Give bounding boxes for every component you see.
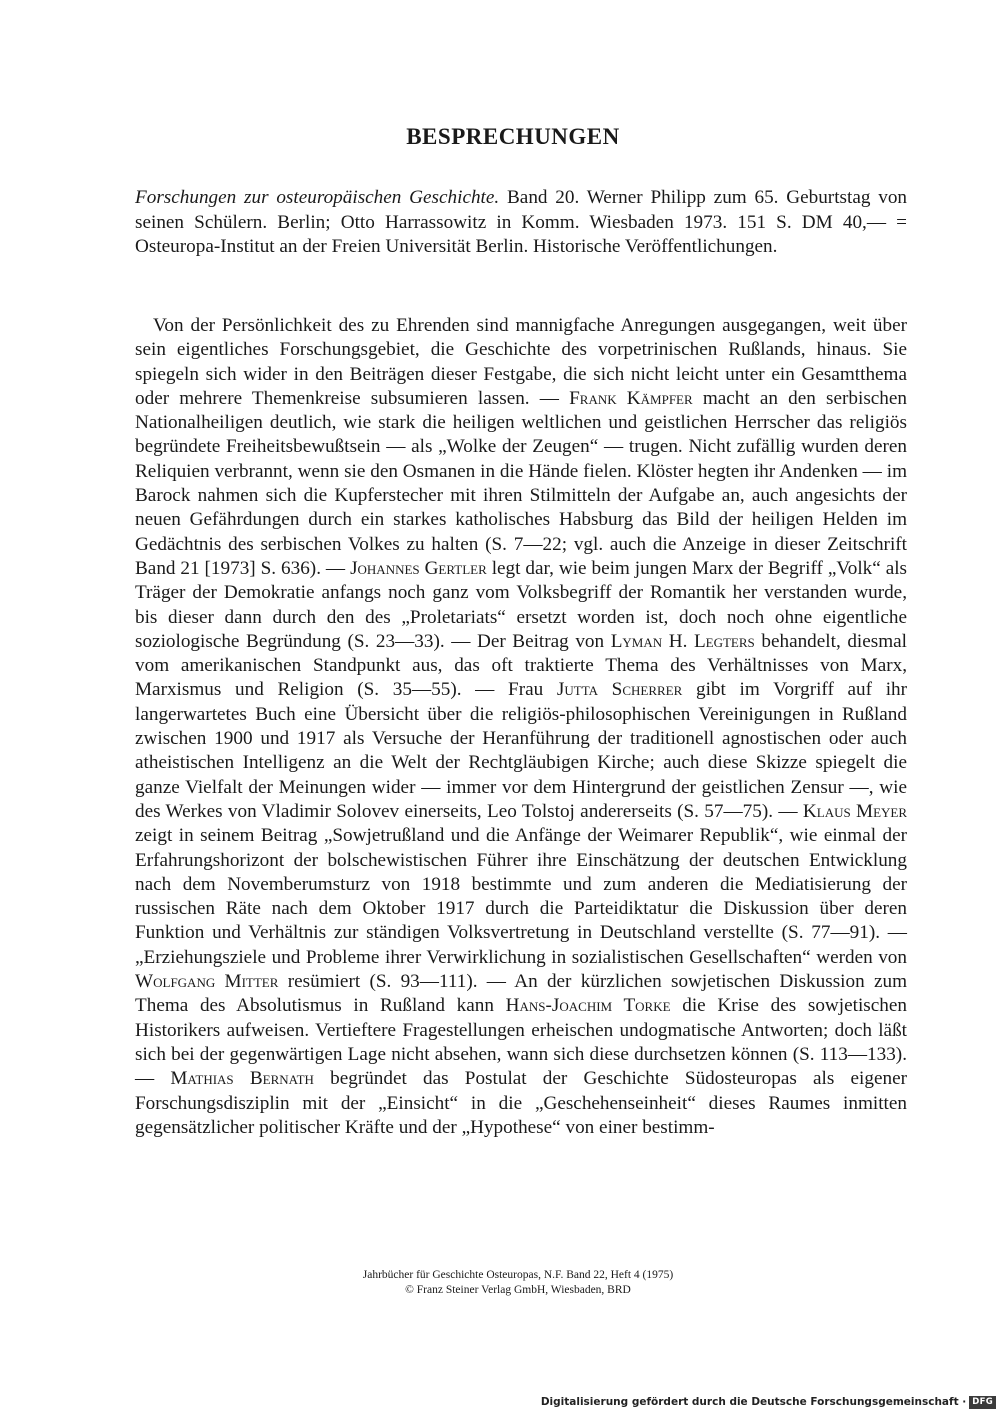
review-text: resümiert (S. 93—111). — An der kürzlichen sowjetischen Diskussion zum Thema des Absolutismus in Rußland kann [135,971,908,1017]
author-name: Jutta Scherrer [556,679,683,701]
review-text: Von der Persönlichkeit des zu Ehrenden sind mannigfache Anregungen ausgegangen, weit über sein eigentliches Forschungsgebiet, die Geschichte des vorpetrinischen Rußlands, hinaus. Sie spiegeln sich wider in den Beiträgen dieser Festgabe, die sich nicht leicht unter ein Gesamtthema oder mehrere Themenkreise subsumieren lassen. — [135,315,907,409]
author-name: Frank Kämpfer [569,387,693,409]
page-title: BESPRECHUNGEN [406,124,620,149]
author-name: Hans-Joachim Torke [505,995,671,1017]
copyright-line: © Franz Steiner Verlag GmbH, Wiesbaden, BRD [405,1284,631,1296]
review-text: gibt im Vorgriff auf ihr langerwartetes Buch eine Übersicht über die religiös-philosophischen Vereinigungen in Rußland zwischen 1900 und 1917 als Versuche der Heranführung der traditionell agnostischen oder auch atheistischen Intelligenz an die Welt der Rechtgläubigen Kirche; auch diese Skizze spiegelt die ganze Vielfalt der Meinungen wider — immer vor dem Hintergrund der geistlichen Zensur —, wie des Werkes von Vladimir Solovev einerseits, Leo Tolstoj andererseits (S. 57—75). — [135,679,908,822]
funding-text: Digitalisierung gefördert durch die Deutsche Forschungsgemeinschaft · [540,1396,967,1408]
author-name: Klaus Meyer [802,800,908,822]
journal-info: Jahrbücher für Geschichte Osteuropas, N.F. Band 22, Heft 4 (1975) [362,1269,674,1281]
review-text: legt dar, wie beim jungen Marx der Begriff „Volk“ als Träger der Demokratie anfangs noch ganz vom Volksbegriff der Romantik her verstanden wurde, bis dieser dann durch den des „Proletariats“ ersetzt worden ist, doch noch ohne eigentliche soziologische Begründung (S. 23—33). — Der Beitrag von [135,557,908,652]
review-text: macht an den serbischen Nationalheiligen deutlich, wie stark die heiligen weltlichen und geistlichen Herrscher das religiös begründete Freiheitsbewußtsein — als „Wolke der Zeugen“ — trugen. Nicht zufällig wurden deren Reliquien verbrannt, wenn sie den Osmanen in die Hände fielen. Klöster hegten ihr Andenken — im Barock nahmen sich die Kupferstecher mit ihren Stilmitteln der Aufgabe an, auch angesichts der neuen Gefährdungen durch ein starkes katholisches Habsburg das Bild der heiligen Helden im Gedächtnis des serbischen Volkes zu halten (S. 7—22; vgl. auch die Anzeige in dieser Zeitschrift Band 21 [1973] S. 636). — [135,387,908,579]
journal-footer [0,1268,1000,1298]
funding-note [541,1395,996,1409]
review-text: begründet das Postulat der Geschichte Südosteuropas als eigener Forschungsdisziplin mit der „Einsicht“ in die „Geschehenseinheit“ dieses Raumes inmitten gegensätzlicher politischer Kräfte und der „Hypothese“ von einer bestimm- [135,1068,907,1138]
author-name: Wolfgang Mitter [135,971,279,993]
review-text: behandelt, diesmal vom amerikanischen Standpunkt aus, das oft traktierte Thema des Verhältnisses von Marx, Marxismus und Religion (S. 35—55). — Frau [135,630,907,701]
author-name: Lyman H. Legters [610,630,755,652]
author-name: Johannes Gertler [350,557,487,579]
author-name: Mathias Bernath [170,1068,314,1090]
book-title: Forschungen zur osteuropäischen Geschichte. [135,187,500,208]
review-text: zeigt in seinem Beitrag „Sowjetrußland und die Anfänge der Weimarer Republik“, wie einmal der Erfahrungshorizont der bolschewistischen Führer ihre Einschätzung der deutschen Entwicklung nach dem Novemberumsturz von 1918 bestimmte und zum anderen die Mediatisierung der russischen Räte nach dem Oktober 1917 durch die Parteidiktatur die Diskussion über deren Funktion und Verhältnis zur ständigen Volksvertretung in Deutschland verstellte (S. 77—91). — „Erziehungsziele und Probleme ihrer Verwirklichung in sozialistischen Gesellschaften“ werden von [135,825,907,968]
review-text: die Krise des sowjetischen Historikers aufweisen. Vertieftere Fragestellungen erheischen undogmatische Antworten; doch läßt sich bei der gegenwärtigen Lage nicht absehen, wann sich diese durchsetzen können (S. 113—133). — [135,995,907,1090]
book-details: Band 20. Werner Philipp zum 65. Geburtstag von seinen Schülern. Berlin; Otto Harrassowitz in Komm. Wiesbaden 1973. 151 S. DM 40,— = Osteuropa-Institut an der Freien Universität Berlin. Historische Veröffentlichungen. [135,187,908,257]
book-citation [135,186,907,260]
review-body [135,314,907,1140]
dfg-logo-icon: DFG [969,1396,996,1409]
